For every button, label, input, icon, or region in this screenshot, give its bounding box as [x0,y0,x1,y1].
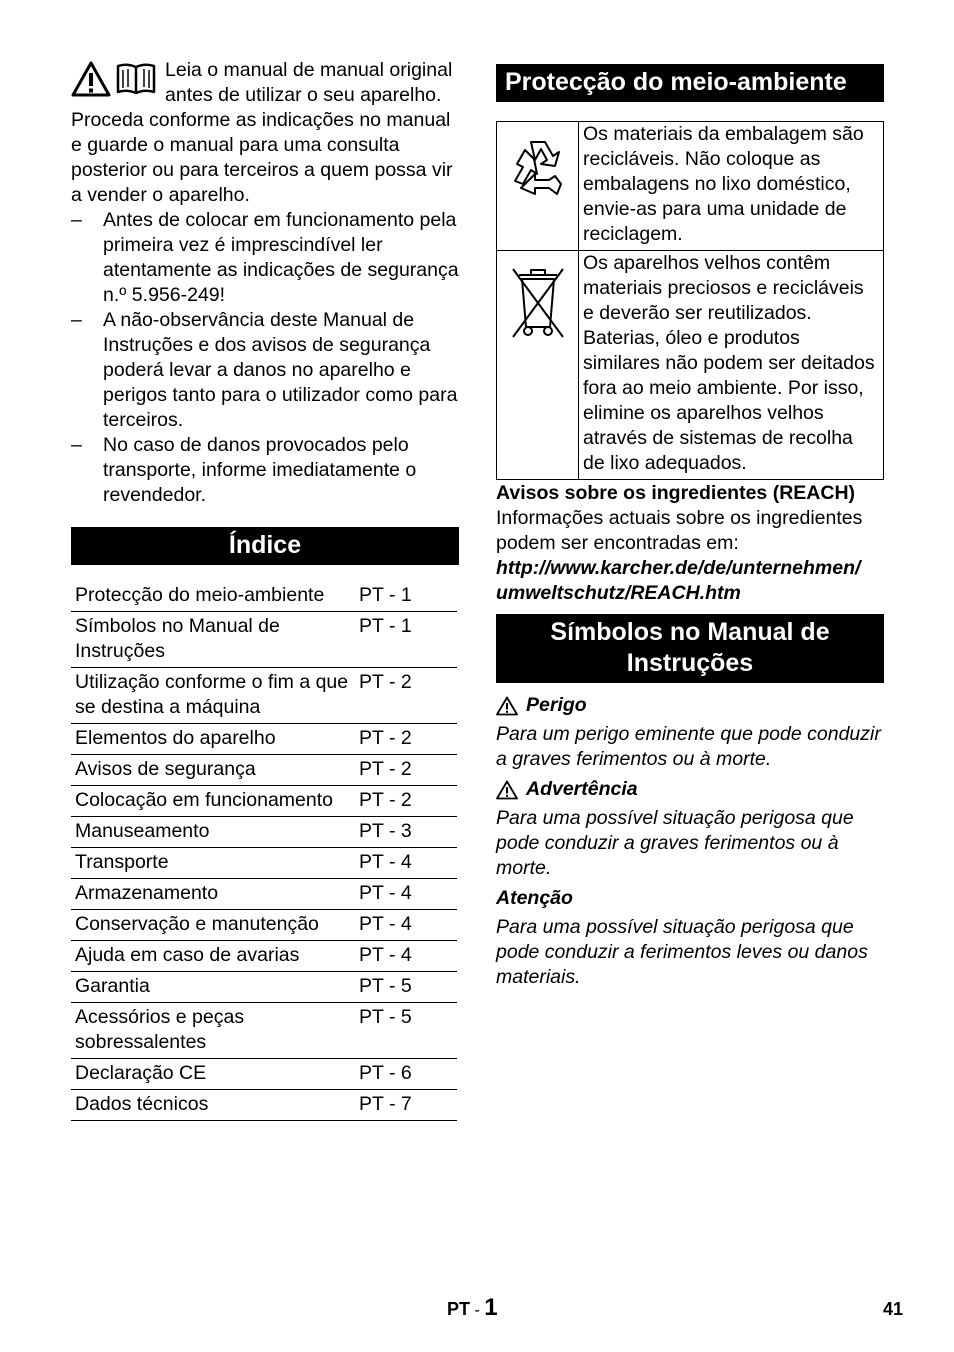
table-row[interactable] [71,972,457,1003]
symbol-danger-title: Perigo [496,693,884,718]
toc-page: PT - 5 [353,972,457,1003]
toc-page: PT - 7 [353,1090,457,1121]
toc-page: PT - 2 [353,786,457,817]
toc-label: Ajuda em caso de avarias [71,941,353,972]
toc-label: Acessórios e peças sobressalentes [71,1003,353,1059]
toc-label: Declaração CE [71,1059,353,1090]
icon-cell [497,122,579,251]
table-row[interactable] [71,848,457,879]
environment-heading: Protecção do meio-ambiente [496,64,884,102]
symbol-caution-text: Para uma possível situação perigosa que pode conduzir a ferimentos leves ou danos materiais. [496,916,868,988]
table-row[interactable] [71,786,457,817]
table-row[interactable] [71,1003,457,1059]
environment-text: Os aparelhos velhos contêm materiais preciosos e recicláveis e deverão ser reutilizados. Baterias, óleo e produtos similares não podem ser deitados fora ao meio ambiente. Por isso, elimine os aparelhos velhos através de sistemas de recolha de lixo adequados. [579,251,884,480]
right-column [496,64,884,990]
toc-label: Elementos do aparelho [71,724,353,755]
intro-icons [71,61,157,97]
toc-page: PT - 1 [353,581,457,612]
reach-title: Avisos sobre os ingredientes (REACH) [496,482,856,504]
index-table [71,581,457,1121]
table-row[interactable] [71,941,457,972]
toc-label: Avisos de segurança [71,755,353,786]
toc-label: Símbolos no Manual de Instruções [71,612,353,668]
crossed-bin-icon [505,261,571,341]
toc-label: Utilização conforme o fim a que se destina a máquina [71,668,353,724]
table-row [497,122,884,251]
warning-triangle-icon [496,780,518,800]
safety-list [71,208,459,508]
symbols-heading [496,614,884,683]
footer-prefix: PT [447,1299,471,1319]
table-row[interactable] [71,612,457,668]
toc-page: PT - 2 [353,668,457,724]
intro-section [71,58,459,208]
table-row[interactable] [71,755,457,786]
toc-page: PT - 4 [353,910,457,941]
symbols-heading-line2: Instruções [626,649,754,677]
left-column [71,58,459,1121]
footer-section-page [447,1296,498,1323]
manual-book-icon [115,61,157,97]
toc-page: PT - 5 [353,1003,457,1059]
intro-text: Leia o manual de manual original antes de utilizar o seu aparelho. Proceda conforme as indicações no manual e guarde o manual para uma consulta posterior ou para terceiros a quem possa vir a vender o aparelho. [71,59,453,206]
symbol-caution-title: Atenção [496,887,573,909]
table-row[interactable] [71,910,457,941]
recycle-icon [501,132,575,206]
warning-triangle-icon [71,61,111,97]
toc-page: PT - 4 [353,879,457,910]
toc-label: Protecção do meio-ambiente [71,581,353,612]
icon-cell [497,251,579,480]
table-row[interactable] [71,817,457,848]
toc-label: Conservação e manutenção [71,910,353,941]
table-row[interactable] [71,581,457,612]
table-row[interactable] [71,879,457,910]
table-row[interactable] [71,668,457,724]
list-item: – No caso de danos provocados pelo transporte, informe imediatamente o revendedor. [71,433,459,508]
environment-table [496,121,884,480]
environment-text: Os materiais da embalagem são recicláveis. Não coloque as embalagens no lixo doméstico, envie-as para uma unidade de reciclagem. [579,122,884,251]
table-row [497,251,884,480]
toc-label: Armazenamento [71,879,353,910]
table-row[interactable] [71,724,457,755]
toc-label: Colocação em funcionamento [71,786,353,817]
toc-page: PT - 3 [353,817,457,848]
toc-label: Dados técnicos [71,1090,353,1121]
reach-link-line2[interactable]: umweltschutz/REACH.htm [496,582,741,604]
index-heading: Índice [71,527,459,565]
symbol-warning-title: Advertência [496,777,884,802]
footer-page: 1 [484,1294,498,1321]
toc-label: Manuseamento [71,817,353,848]
symbol-warning-text: Para uma possível situação perigosa que pode conduzir a graves ferimentos ou à morte. [496,807,854,879]
toc-page: PT - 2 [353,755,457,786]
reach-link-line1[interactable]: http://www.karcher.de/de/unternehmen/ [496,557,861,579]
reach-text: Informações actuais sobre os ingredientes podem ser encontradas em: [496,507,863,554]
list-item: – Antes de colocar em funcionamento pela primeira vez é imprescindível ler atentamente as indicações de segurança n.º 5.956-249! [71,208,459,308]
toc-page: PT - 4 [353,848,457,879]
toc-page: PT - 6 [353,1059,457,1090]
footer-page-number: 41 [883,1299,904,1319]
toc-label: Transporte [71,848,353,879]
toc-page: PT - 1 [353,612,457,668]
symbol-danger-text: Para um perigo eminente que pode conduzir a graves ferimentos ou à morte. [496,723,881,770]
table-row[interactable] [71,1059,457,1090]
toc-label: Garantia [71,972,353,1003]
footer-dash: - [470,1302,485,1319]
list-item: – A não-observância deste Manual de Instruções e dos avisos de segurança poderá levar a danos no aparelho e perigos tanto para o utilizador como para terceiros. [71,308,459,433]
symbols-heading-line1: Símbolos no Manual de [550,618,830,646]
warning-triangle-icon [496,696,518,716]
toc-page: PT - 4 [353,941,457,972]
table-row[interactable] [71,1090,457,1121]
toc-page: PT - 2 [353,724,457,755]
